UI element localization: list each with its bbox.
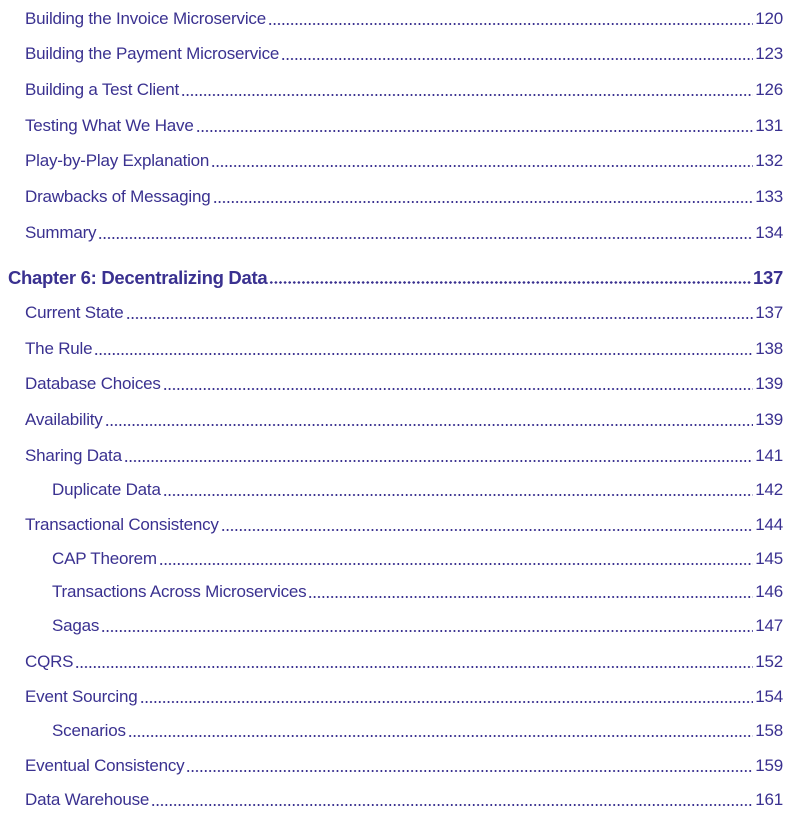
toc-entry-page: 147 bbox=[755, 616, 783, 635]
toc-entry-page: 141 bbox=[755, 446, 783, 465]
toc-entry-title: Event Sourcing bbox=[25, 687, 138, 706]
toc-entry-eventual-consistency[interactable] bbox=[0, 752, 800, 780]
dot-leader bbox=[128, 735, 753, 737]
toc-entry-sagas[interactable] bbox=[0, 612, 800, 640]
toc-entry-title: Data Warehouse bbox=[25, 790, 150, 809]
toc-entry-title: Building the Invoice Microservice bbox=[25, 9, 266, 28]
toc-entry-test-client[interactable] bbox=[0, 76, 800, 104]
toc-entry-page: 120 bbox=[755, 9, 783, 28]
toc-entry-page: 142 bbox=[755, 480, 783, 499]
toc-entry-page: 154 bbox=[755, 687, 783, 706]
toc-entry-event-sourcing[interactable] bbox=[0, 683, 800, 711]
toc-entry-title: Availability bbox=[25, 410, 103, 429]
toc-entry-page: 146 bbox=[755, 582, 783, 601]
toc-entry-title: Transactions Across Microservices bbox=[52, 582, 307, 601]
toc-entry-title: Current State bbox=[25, 303, 124, 322]
toc-entry-cap-theorem[interactable] bbox=[0, 545, 800, 573]
toc-entry-page: 139 bbox=[755, 374, 783, 393]
dot-leader bbox=[268, 23, 753, 25]
dot-leader bbox=[163, 388, 754, 390]
dot-leader bbox=[269, 281, 751, 284]
toc-entry-page: 126 bbox=[755, 80, 783, 99]
toc-entry-scenarios[interactable] bbox=[0, 717, 800, 745]
toc-entry-title: Database Choices bbox=[25, 374, 161, 393]
toc-entry-title: Scenarios bbox=[52, 721, 126, 740]
toc-entry-data-warehouse[interactable] bbox=[0, 786, 800, 814]
toc-entry-title: Building a Test Client bbox=[25, 80, 180, 99]
toc-entry-title: Sagas bbox=[52, 616, 100, 635]
toc-entry-database-choices[interactable] bbox=[0, 370, 800, 398]
dot-leader bbox=[186, 770, 753, 772]
toc-entry-title: Testing What We Have bbox=[25, 116, 194, 135]
toc-entry-page: 123 bbox=[755, 44, 783, 63]
dot-leader bbox=[159, 563, 753, 565]
toc-entry-sharing-data[interactable] bbox=[0, 442, 800, 470]
toc-entry-page: 139 bbox=[755, 410, 783, 429]
dot-leader bbox=[163, 494, 754, 496]
dot-leader bbox=[98, 237, 753, 239]
toc-entry-testing-what-we-have[interactable] bbox=[0, 112, 800, 140]
chapter-page: 137 bbox=[753, 267, 783, 288]
toc-entry-page: 132 bbox=[755, 151, 783, 170]
toc-entry-summary[interactable] bbox=[0, 219, 800, 247]
toc-entry-title: Eventual Consistency bbox=[25, 756, 185, 775]
toc-entry-page: 131 bbox=[755, 116, 783, 135]
dot-leader bbox=[151, 804, 753, 806]
toc-entry-title: Duplicate Data bbox=[52, 480, 161, 499]
toc-entry-title: Transactional Consistency bbox=[25, 515, 219, 534]
toc-entry-page: 158 bbox=[755, 721, 783, 740]
toc-entry-title: Summary bbox=[25, 223, 97, 242]
toc-entry-title: CQRS bbox=[25, 652, 74, 671]
dot-leader bbox=[75, 666, 753, 668]
toc-entry-cqrs[interactable] bbox=[0, 648, 800, 676]
chapter-title: Chapter 6: Decentralizing Data bbox=[8, 267, 268, 288]
toc-entry-page: 161 bbox=[755, 790, 783, 809]
toc-entry-availability[interactable] bbox=[0, 406, 800, 434]
toc-entry-page: 137 bbox=[755, 303, 783, 322]
toc-entry-title: Building the Payment Microservice bbox=[25, 44, 280, 63]
toc-entry-play-by-play[interactable] bbox=[0, 147, 800, 175]
toc-entry-page: 134 bbox=[755, 223, 783, 242]
toc-entry-title: Sharing Data bbox=[25, 446, 122, 465]
dot-leader bbox=[281, 58, 753, 60]
dot-leader bbox=[94, 353, 753, 355]
dot-leader bbox=[213, 201, 754, 203]
toc-entry-page: 133 bbox=[755, 187, 783, 206]
toc-entry-page: 144 bbox=[755, 515, 783, 534]
toc-entry-payment-microservice[interactable] bbox=[0, 40, 800, 68]
toc-entry-title: Play-by-Play Explanation bbox=[25, 151, 210, 170]
toc-entry-transactional-consistency[interactable] bbox=[0, 511, 800, 539]
toc-entry-title: CAP Theorem bbox=[52, 549, 157, 568]
toc-entry-invoice-microservice[interactable] bbox=[0, 5, 800, 33]
toc-entry-the-rule[interactable] bbox=[0, 335, 800, 363]
dot-leader bbox=[126, 317, 754, 319]
toc-entry-page: 138 bbox=[755, 339, 783, 358]
toc-entry-title: Drawbacks of Messaging bbox=[25, 187, 211, 206]
dot-leader bbox=[124, 460, 753, 462]
dot-leader bbox=[308, 596, 753, 598]
dot-leader bbox=[196, 130, 754, 132]
toc-entry-page: 145 bbox=[755, 549, 783, 568]
toc-entry-current-state[interactable] bbox=[0, 299, 800, 327]
dot-leader bbox=[181, 94, 753, 96]
toc-entry-title: The Rule bbox=[25, 339, 93, 358]
dot-leader bbox=[221, 529, 753, 531]
dot-leader bbox=[101, 630, 753, 632]
toc-entry-page: 152 bbox=[755, 652, 783, 671]
dot-leader bbox=[140, 701, 754, 703]
toc-chapter-6[interactable] bbox=[0, 264, 800, 292]
toc-entry-duplicate-data[interactable] bbox=[0, 476, 800, 504]
dot-leader bbox=[211, 165, 753, 167]
toc-entry-page: 159 bbox=[755, 756, 783, 775]
toc-entry-transactions-across-microservices[interactable] bbox=[0, 578, 800, 606]
toc-entry-drawbacks-of-messaging[interactable] bbox=[0, 183, 800, 211]
dot-leader bbox=[105, 424, 754, 426]
